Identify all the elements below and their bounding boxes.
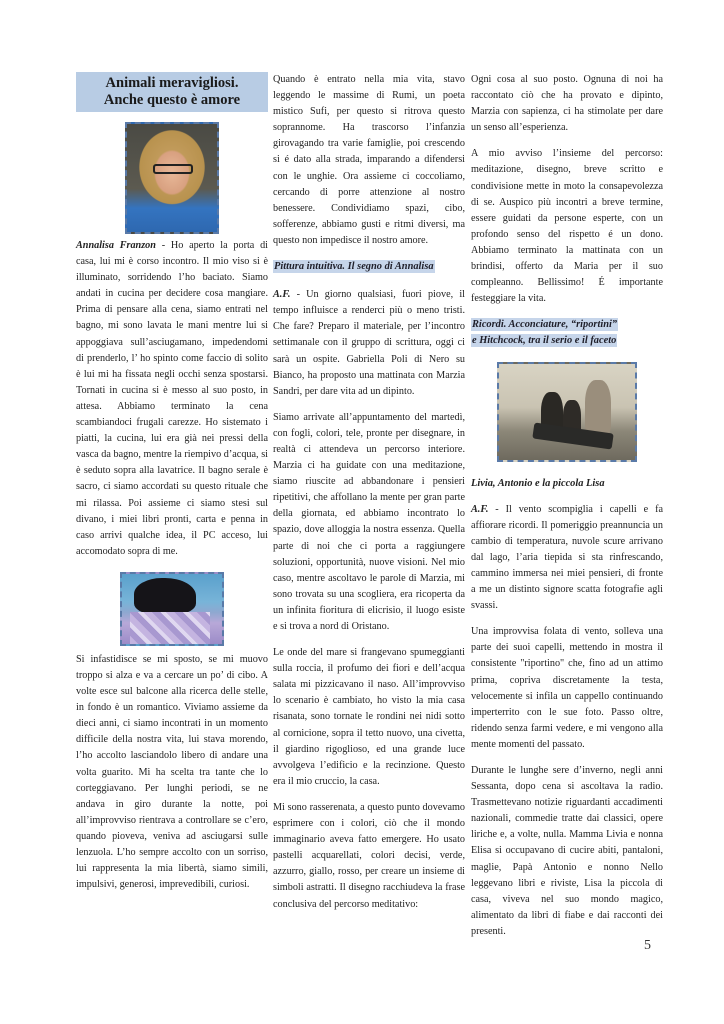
section-title-line-1: Ricordi. Acconciature, “riportini” [472, 319, 618, 331]
title-line-1: Animali meravigliosi. [105, 75, 239, 91]
column-2 [273, 72, 465, 923]
initials: A.F. [471, 503, 489, 515]
paragraph [273, 287, 465, 400]
title-line-2: Anche questo è amore [103, 92, 241, 108]
section-heading [471, 317, 663, 349]
page-number: 5 [644, 938, 651, 953]
figure-father [585, 380, 611, 436]
paragraph: Durante le lunghe sere d’inverno, negli anni Sessanta, dopo cena si ascoltava la radio. Trasmettevano notizie riguardanti accadimenti nazionali, commedie tratte dai classici, opere liriche e, a volte, nulla. Mamma Livia e nonna Elisa si occupavano di cucire abiti, pantaloni, maglie, Papà Antonio e nonno Nello leggevano libri e riviste, Lisa la piccola di casa, viveva nel suo mondo magico, alimentato da libri di fiabe e dai racconti dei presenti. [471, 765, 663, 937]
paragraph-text: - Ho aperto la porta di casa, lui mi è corso incontro. Il mio viso si è illuminato, sorridendo l’ho baciato. Siamo andati in cucina per decidere cosa mangiare. Prima di pensare alla cena, siamo entrati nel bagno, mi sono lavata le mani mentre lui si appoggiava sull’asciugamano, impedendomi di prenderlo, l’ ho spinto come faccio di solito è lui mi ha fissata negli occhi senza spostarsi. Tornati in cucina si è messo al suo posto, in attesa. Abbiamo terminato la cena scambiandoci frugali carezze. Ho sistemato i piatti, la cucina, lui era già nei pressi della vasca da bagno, mentre la riempivo d’acqua, si è seduto sopra alla lavatrice. Il bagno serale è sacro, ci siamo accordati su questo rituale che mi rilassa. Poi assieme ci siamo stesi sul divano, i miei libri pronti, carta e penna in caso arrivi qualche idea, il PC acceso, lui accomodato sopra di me. [76, 240, 268, 557]
box-shape [130, 612, 210, 644]
column-3 [471, 72, 663, 950]
paragraph [471, 502, 663, 615]
column-1 [76, 72, 268, 903]
paragraph: Quando è entrato nella mia vita, stavo leggendo le massime di Rumi, un poeta mistico Sufi, per questo si ritrova questo soprannome. Ha trascorso l’infanzia girovagando tra varie famiglie, poi crescendo si é dato alla strada, imparando a difendersi con le unghie. Ora assieme ci coccoliamo, cercando di porre attenzione al nostro benessere. Condividiamo spazi, cibo, sofferenze, abbiamo gusti e ritmi diversi, ma questo non impedisce il nostro amore. [273, 74, 465, 246]
section-title-line-2: e Hitchcock, tra il serio e il faceto [472, 335, 617, 347]
paragraph-text: - Un giorno qualsiasi, fuori piove, il tempo influisce a renderci più o meno tristi. Che fare? Preparo il materiale, per l’incontro settimanale con il gruppo di scrittura, oggi ci sarà un ospite. Gabriella Poli di Nero su Bianco, ha proposto una mattinata con Marzia Sandri, per dare vita ad un dipinto. [273, 289, 465, 397]
cat-photo [120, 572, 224, 646]
paragraph [76, 238, 268, 560]
author-photo [125, 122, 219, 234]
paragraph: Ogni cosa al suo posto. Ognuna di noi ha raccontato ciò che ha provato e dipinto, Marzia con sapienza, ci ha stimolate per dare un senso all’esperienza. [471, 74, 663, 134]
paragraph: Si infastidisce se mi sposto, se mi muovo troppo si alza e va a cercare un po’ di cibo. A volte esce sul balcone alla ricerca delle stelle, in fondo è un romantico. Viviamo assieme da dieci anni, ci siamo incontrati in un momento difficile della nostra vita, lui stava morendo, l’ho accolto lasciandolo libero di andare una volta guarito. Mi ha scelta tra tante che lo corteggiavano. Per lunghi periodi, se ne andava in giro durante la notte, poi all’improvviso rientrava a controllare se c’ero, quando pioveva, veniva ad asciugarsi sulle lenzuola. L’ho sempre accolto con un sorriso, lui rappresenta la mia libertà, siamo simili, impulsivi, generosi, imprevedibili, curiosi. [76, 653, 268, 891]
family-photo [497, 362, 637, 462]
paragraph: Le onde del mare si frangevano spumeggianti sulla roccia, il profumo dei fiori e dell’acqua salata mi pizzicavano il naso. All’improvviso lo scenario è cambiato, ho visto la mia casa risanata, sono tornate le rondini nei nidi sotto al cornicione, sopra il tetto nuovo, una civetta, il giardino rigoglioso, ed una grande luce avvolgeva l’edificio e la recinzione. Questo era il mio cruccio, la casa. [273, 647, 465, 787]
section-heading [273, 259, 465, 275]
article-title [76, 72, 268, 112]
paragraph: Mi sono rasserenata, a questo punto dovevamo esprimere con i colori, ciò che il mondo immaginario aveva fatto emergere. Ho usato pastelli acquarellati, colori decisi, verde, azzurro, giallo, rosso, per creare un insieme di simboli astratti. Il disegno racchiudeva la frase conclusiva del percorso meditativo: [273, 801, 465, 910]
photo-caption: Livia, Antonio e la piccola Lisa [471, 477, 605, 489]
section-title: Pittura intuitiva. Il segno di Annalisa [274, 261, 434, 273]
author-name: Annalisa Franzon [76, 240, 156, 251]
paragraph: Una improvvisa folata di vento, solleva una parte dei suoi capelli, mettendo in mostra il consistente "riportino" che, fino ad un attimo prima, copriva discretamente la testa, velocemente si infila un cappello continuando imperterrito con le sue foto. Passo oltre, ridendo senza farmi vedere, e mi vengono alla mente momenti del passato. [471, 626, 663, 750]
initials: A.F. [273, 289, 291, 301]
cat-shape [134, 578, 196, 614]
paragraph: Siamo arrivate all’appuntamento del martedì, con fogli, colori, tele, pronte per disegnare, in realtà ci attendeva un percorso interiore. Marzia ci ha guidate con una meditazione, siamo riuscite ad abbandonare i pensieri ripetitivi, che affollano la mente per gran parte della giornata, ed abbiamo incontrato lo spazio, dove alloggia la nostra essenza. Quella parte di noi che ci porta a raggiungere soluzioni, opportunità, nuove visioni. Nel mio caso, mentre ascoltavo le parole di Marzia, mi sono trovata su una scogliera, era ricoperta da un infinita fioritura di elicrisio, il luogo esiste e si trova a nord di Oristano. [273, 411, 465, 632]
paragraph: A mio avviso l’insieme del percorso: meditazione, disegno, breve scritto e condivisione mette in moto la consapevolezza di se. Auspico più incontri a breve termine, essere guidati da persone esperte, con un profondo senso del rispetto é un dono. Abbiamo terminato la mattinata con un brindisi, offerto da Maria per il suo compleanno. Bellissimo! É importante festeggiare la vita. [471, 148, 663, 305]
glasses-shape [153, 164, 193, 174]
paragraph-text: - Il vento scompiglia i capelli e fa affiorare ricordi. Il pomeriggio preannuncia un cambio di temperatura, nuvole scure arrivano dal lago, l’aria tiepida si sta rinfrescando, cammino immersa nei miei pensieri, di fronte a me un distinto signore scatta fotografie agli svassi. [471, 503, 663, 612]
